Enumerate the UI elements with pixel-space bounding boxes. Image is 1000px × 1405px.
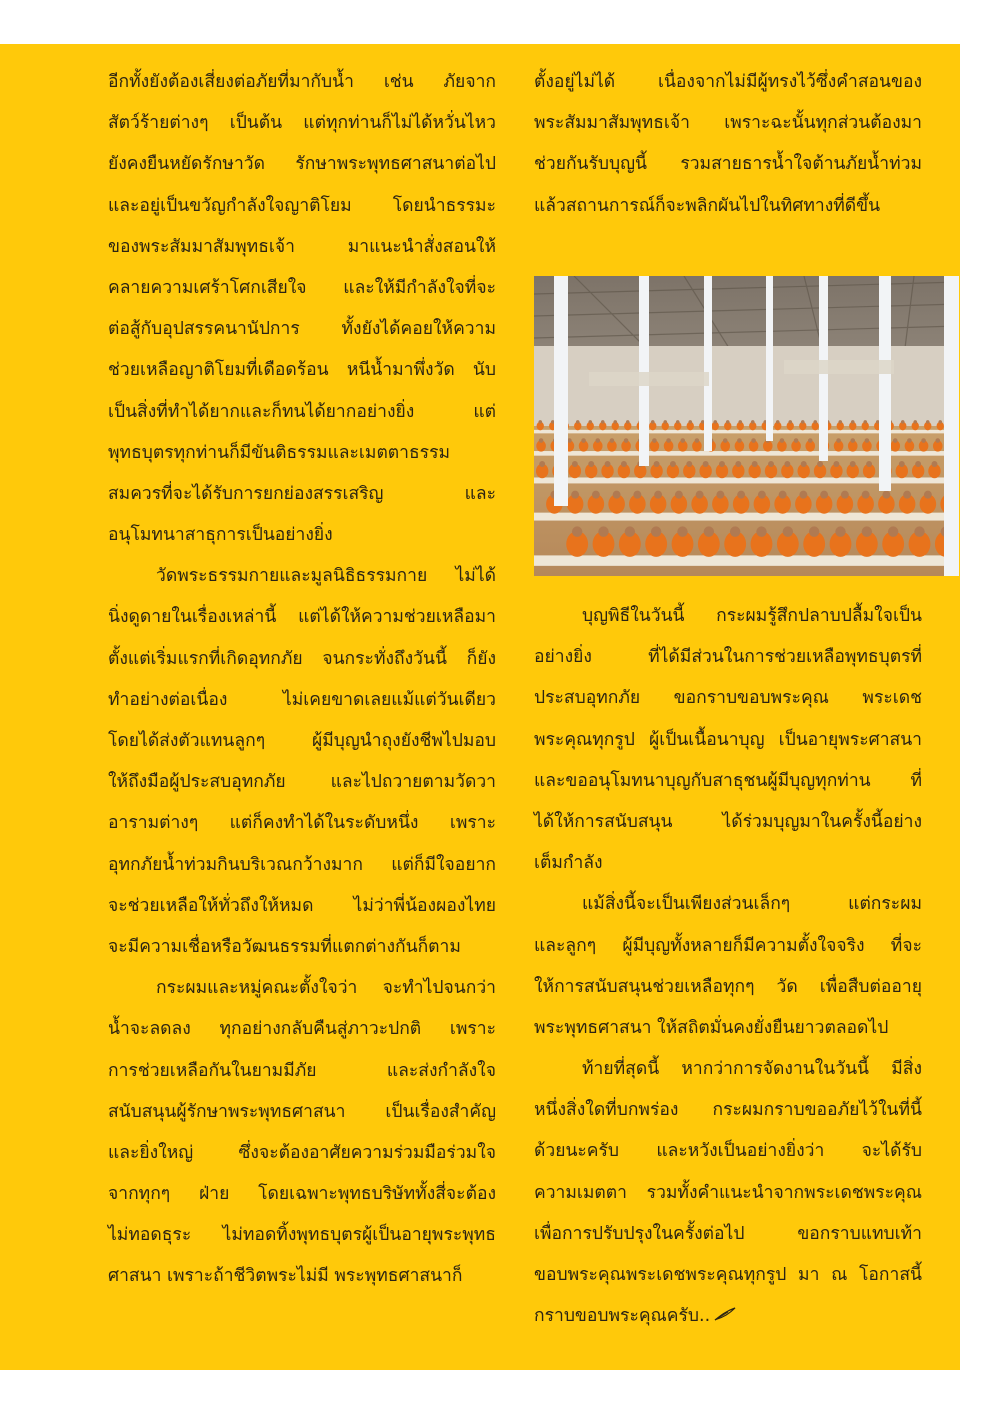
text-line: จะช่วยเหลือให้ทั่วถึงให้หมด ไม่ว่าพี่น้องผองไทย bbox=[108, 895, 496, 916]
monk-head bbox=[866, 461, 872, 467]
monk-head bbox=[820, 491, 828, 499]
monk-head bbox=[688, 420, 692, 424]
seating-table bbox=[534, 477, 959, 483]
text-line: เพื่อการปรับปรุงในครั้งต่อไป ขอกราบแทบเท้า bbox=[534, 1223, 922, 1244]
text-line: แม้สิ่งนี้จะเป็นเพียงส่วนเล็กๆ แต่กระผม bbox=[582, 894, 922, 915]
monk-head bbox=[838, 420, 842, 424]
text-line: แล้วสถานการณ์ก็จะพลิกผันไปในทิศทางที่ดีขึ้น bbox=[534, 195, 881, 216]
monk-head bbox=[677, 526, 687, 536]
text-line: และยิ่งใหญ่ ซึ่งจะต้องอาศัยความร่วมมือร่วมใจ bbox=[108, 1142, 496, 1163]
seating-table bbox=[534, 451, 959, 456]
monk-head bbox=[730, 526, 740, 536]
monk-head bbox=[651, 526, 661, 536]
seating-table bbox=[534, 555, 959, 565]
monk-head bbox=[713, 420, 717, 424]
monk-head bbox=[588, 420, 592, 424]
monk-head bbox=[752, 461, 758, 467]
text-line: ไม่ทอดธุระ ไม่ทอดทิ้งพุทธบุตรผู้เป็นอายุพระพุทธ bbox=[108, 1225, 496, 1246]
monk-head bbox=[938, 420, 942, 424]
monk-head bbox=[926, 420, 930, 424]
monk-head bbox=[670, 461, 676, 467]
monk-head bbox=[572, 526, 582, 536]
left-column bbox=[108, 62, 496, 1298]
monk-head bbox=[680, 438, 685, 443]
text-line: สัตว์ร้ายต่างๆ เป็นต้น แต่ทุกท่านก็ไม่ได้หวั่นไหว bbox=[108, 113, 496, 134]
monk-head bbox=[921, 438, 926, 443]
monk-head bbox=[610, 438, 615, 443]
text-line: ประสบอุทกภัย ขอกราบขอบพระคุณ พระเดช bbox=[534, 688, 922, 709]
monk-head bbox=[737, 438, 742, 443]
monk-head bbox=[654, 491, 662, 499]
right-column-top bbox=[534, 62, 922, 227]
monk-head bbox=[663, 420, 667, 424]
text-line: จากทุกๆ ฝ่าย โดยเฉพาะพุทธบริษัททั้งสี่จะต้อง bbox=[108, 1184, 496, 1205]
monk-head bbox=[776, 420, 780, 424]
monk-head bbox=[581, 438, 586, 443]
text-line: น้ำจะลดลง ทุกอย่างกลับคืนสู่ภาวะปกติ เพราะ bbox=[108, 1019, 496, 1040]
monk-head bbox=[676, 420, 680, 424]
monk-head bbox=[817, 461, 823, 467]
monk-head bbox=[652, 438, 657, 443]
monk-head bbox=[751, 438, 756, 443]
hall-pillar bbox=[766, 276, 773, 441]
monk-head bbox=[726, 420, 730, 424]
text-line: ศาสนา เพราะถ้าชีวิตพระไม่มี พระพุทธศาสนาก็ bbox=[108, 1266, 463, 1287]
monk-head bbox=[633, 491, 641, 499]
text-line: และขออนุโมทนาบุญกับสาธุชนผู้มีบุญทุกท่าน ที่ bbox=[534, 770, 922, 791]
monk-head bbox=[571, 491, 579, 499]
monk-head bbox=[901, 420, 905, 424]
monk-head bbox=[598, 526, 608, 536]
monk-head bbox=[850, 461, 856, 467]
monk-head bbox=[595, 438, 600, 443]
text-line: ให้ถึงมือผู้ประสบอุทกภัย และไปถวายตามวัดวา bbox=[108, 772, 496, 793]
monk-head bbox=[813, 420, 817, 424]
monk-head bbox=[808, 438, 813, 443]
monk-head bbox=[735, 461, 741, 467]
text-line: ของพระสัมมาสัมพุทธเจ้า มาแนะนำสั่งสอนให้ bbox=[108, 236, 496, 257]
monk-head bbox=[862, 491, 870, 499]
hall-pillar bbox=[554, 276, 568, 506]
monk-head bbox=[756, 526, 766, 536]
hall-pillar bbox=[639, 276, 649, 466]
monk-head bbox=[654, 461, 660, 467]
monk-head bbox=[907, 438, 912, 443]
monk-head bbox=[876, 420, 880, 424]
monk-head bbox=[719, 461, 725, 467]
monk-head bbox=[841, 491, 849, 499]
monk-head bbox=[626, 420, 630, 424]
monk-head bbox=[863, 420, 867, 424]
monk-head bbox=[716, 491, 724, 499]
text-line: อีกทั้งยังต้องเสี่ยงต่อภัยที่มากับน้ำ เช่น ภัยจาก bbox=[108, 72, 496, 92]
monk-head bbox=[723, 438, 728, 443]
monk-head bbox=[850, 438, 855, 443]
text-line: วัดพระธรรมกายและมูลนิธิธรรมกาย ไม่ได้ bbox=[156, 566, 496, 587]
monk-head bbox=[788, 420, 792, 424]
monk-head bbox=[588, 461, 594, 467]
text-line: คลายความเศร้าโศกเสียใจ และให้มีกำลังใจที่จะ bbox=[108, 277, 496, 298]
monk-head bbox=[851, 420, 855, 424]
seating-table bbox=[534, 430, 959, 434]
monk-head bbox=[882, 491, 890, 499]
text-line: ท้ายที่สุดนี้ หากว่าการจัดงานในวันนี้ มีสิ่ง bbox=[582, 1059, 922, 1080]
monk-head bbox=[538, 420, 542, 424]
monk-head bbox=[758, 491, 766, 499]
monk-head bbox=[613, 491, 621, 499]
text-line: อย่างยิ่ง ที่ได้มีส่วนในการช่วยเหลือพุทธบุตรที่ bbox=[534, 647, 922, 668]
text-line: จะมีความเชื่อหรือวัฒนธรรมที่แตกต่างกันก็ตาม bbox=[108, 936, 461, 957]
text-line: พุทธบุตรทุกท่านก็มีขันติธรรมและเมตตาธรรม bbox=[108, 442, 451, 463]
text-line: ให้การสนับสนุนช่วยเหลือทุกๆ วัด เพื่อสืบต่ออายุ bbox=[534, 976, 922, 997]
monk-head bbox=[899, 461, 905, 467]
monk-head bbox=[932, 461, 938, 467]
monk-head bbox=[903, 491, 911, 499]
monk-head bbox=[539, 461, 545, 467]
text-line: บุญพิธีในวันนี้ กระผมรู้สึกปลาบปลื้มใจเป็น bbox=[582, 606, 922, 626]
text-line: ความเมตตา รวมทั้งคำแนะนำจากพระเดชพระคุณ bbox=[534, 1182, 922, 1203]
monk-head bbox=[539, 438, 544, 443]
monk-head bbox=[783, 526, 793, 536]
feather-end-icon bbox=[714, 1296, 736, 1337]
monk-head bbox=[651, 420, 655, 424]
monk-head bbox=[833, 461, 839, 467]
text-line: อุทกภัยน้ำท่วมกินบริเวณกว้างมาก แต่ก็มีใจอยาก bbox=[108, 854, 496, 875]
text-line: พระพุทธศาสนา ให้สถิตมั่นคงยั่งยืนยาวตลอดไป bbox=[534, 1017, 889, 1038]
monk-head bbox=[686, 461, 692, 467]
monk-head bbox=[768, 461, 774, 467]
monk-head bbox=[865, 438, 870, 443]
text-line: และลูกๆ ผู้มีบุญทั้งหลายก็มีความตั้งใจจริง ที่จะ bbox=[534, 935, 922, 956]
monk-head bbox=[809, 526, 819, 536]
monk-head bbox=[666, 438, 671, 443]
text-line: ด้วยนะครับ และหวังเป็นอย่างยิ่งว่า จะได้รับ bbox=[534, 1141, 922, 1162]
hall-pillar bbox=[944, 276, 959, 576]
monk-head bbox=[935, 438, 940, 443]
monk-head bbox=[799, 491, 807, 499]
monk-head bbox=[675, 491, 683, 499]
monk-head bbox=[835, 526, 845, 536]
text-line: สมควรที่จะได้รับการยกย่องสรรเสริญ และ bbox=[108, 483, 496, 504]
monk-head bbox=[576, 420, 580, 424]
monk-head bbox=[704, 526, 714, 536]
text-line: โดยได้ส่งตัวแทนลูกๆ ผู้มีบุญนำถุงยังชีพไปมอบ bbox=[108, 731, 496, 751]
monk-head bbox=[703, 461, 709, 467]
monk-head bbox=[801, 420, 805, 424]
monk-head bbox=[862, 526, 872, 536]
text-line: อนุโมทนาสาธุการเป็นอย่างยิ่ง bbox=[108, 525, 333, 546]
text-line: เป็นสิ่งที่ทำได้ยากและก็ทนได้ยากอย่างยิ่ง แต่ bbox=[108, 401, 496, 422]
text-line: ได้ให้การสนับสนุน ได้ร่วมบุญมาในครั้งนี้อย่าง bbox=[534, 811, 922, 832]
monks-ceremony-photo bbox=[534, 276, 959, 576]
monk-head bbox=[701, 420, 705, 424]
monk-head bbox=[625, 526, 635, 536]
monk-head bbox=[888, 526, 898, 536]
text-line: ตั้งแต่เริ่มแรกที่เกิดอุทกภัย จนกระทั่งถึงวันนี้ ก็ยัง bbox=[108, 648, 496, 669]
monk-head bbox=[613, 420, 617, 424]
text-line: กระผมและหมู่คณะตั้งใจว่า จะทำไปจนกว่า bbox=[156, 978, 496, 999]
monk-head bbox=[914, 526, 924, 536]
monk-head bbox=[696, 491, 704, 499]
text-line: เต็มกำลัง bbox=[534, 853, 603, 874]
monk-head bbox=[695, 438, 700, 443]
text-line: และอยู่เป็นขวัญกำลังใจญาติโยม โดยนำธรรมะ bbox=[108, 195, 496, 216]
monk-head bbox=[893, 438, 898, 443]
text-line: ตั้งอยู่ไม่ได้ เนื่องจากไม่มีผู้ทรงไว้ซึ่งคำสอนของ bbox=[534, 72, 922, 92]
text-line: นิ่งดูดายในเรื่องเหล่านี้ แต่ได้ให้ความช่วยเหลือมา bbox=[108, 607, 496, 628]
text-line: สนับสนุนผู้รักษาพระพุทธศาสนา เป็นเรื่องสำคัญ bbox=[108, 1101, 496, 1122]
monk-head bbox=[592, 491, 600, 499]
monk-head bbox=[751, 420, 755, 424]
monk-head bbox=[551, 420, 555, 424]
monk-head bbox=[801, 461, 807, 467]
monk-head bbox=[794, 438, 799, 443]
text-line: อารามต่างๆ แต่ก็คงทำได้ในระดับหนึ่ง เพราะ bbox=[108, 813, 496, 834]
text-line: ขอบพระคุณพระเดชพระคุณทุกรูป มา ณ โอกาสนี้ bbox=[534, 1265, 922, 1285]
monk-head bbox=[737, 491, 745, 499]
right-column-bottom bbox=[534, 596, 922, 1337]
monk-head bbox=[784, 461, 790, 467]
text-line: กราบขอบพระคุณครับ.. bbox=[534, 1296, 922, 1337]
text-line: การช่วยเหลือกันในยามมีภัย และส่งกำลังใจ bbox=[108, 1060, 496, 1081]
monk-head bbox=[624, 438, 629, 443]
monk-head bbox=[738, 420, 742, 424]
monk-head bbox=[780, 438, 785, 443]
text-line: หนึ่งสิ่งใดที่บกพร่อง กระผมกราบขออภัยไว้ในที่นี้ bbox=[534, 1100, 922, 1121]
text-line: ช่วยกันรับบุญนี้ รวมสายธารน้ำใจต้านภัยน้ำท่วม bbox=[534, 154, 922, 175]
monk-head bbox=[779, 491, 787, 499]
seating-table bbox=[534, 513, 959, 521]
monk-head bbox=[601, 420, 605, 424]
monk-head bbox=[836, 438, 841, 443]
monk-head bbox=[621, 461, 627, 467]
monk-head bbox=[915, 461, 921, 467]
text-line: ยังคงยืนหยัดรักษาวัด รักษาพระพุทธศาสนาต่อไป bbox=[108, 154, 496, 175]
hall-pillar bbox=[879, 276, 891, 491]
text-line: พระคุณทุกรูป ผู้เป็นเนื้อนาบุญ เป็นอายุพระศาสนา bbox=[534, 729, 922, 750]
hall-pillar bbox=[704, 276, 712, 451]
monk-head bbox=[572, 461, 578, 467]
monk-head bbox=[605, 461, 611, 467]
text-line: พระสัมมาสัมพุทธเจ้า เพราะฉะนั้นทุกส่วนต้องมา bbox=[534, 113, 922, 134]
text-line: ทำอย่างต่อเนื่อง ไม่เคยขาดเลยแม้แต่วันเดียว bbox=[108, 689, 496, 710]
text-line: ต่อสู้กับอุปสรรคนานัปการ ทั้งยังได้คอยให้ความ bbox=[108, 319, 496, 340]
monk-head bbox=[913, 420, 917, 424]
monk-head bbox=[924, 491, 932, 499]
text-line: ช่วยเหลือญาติโยมที่เดือดร้อน หนีน้ำมาพึ่งวัด นับ bbox=[108, 360, 496, 381]
